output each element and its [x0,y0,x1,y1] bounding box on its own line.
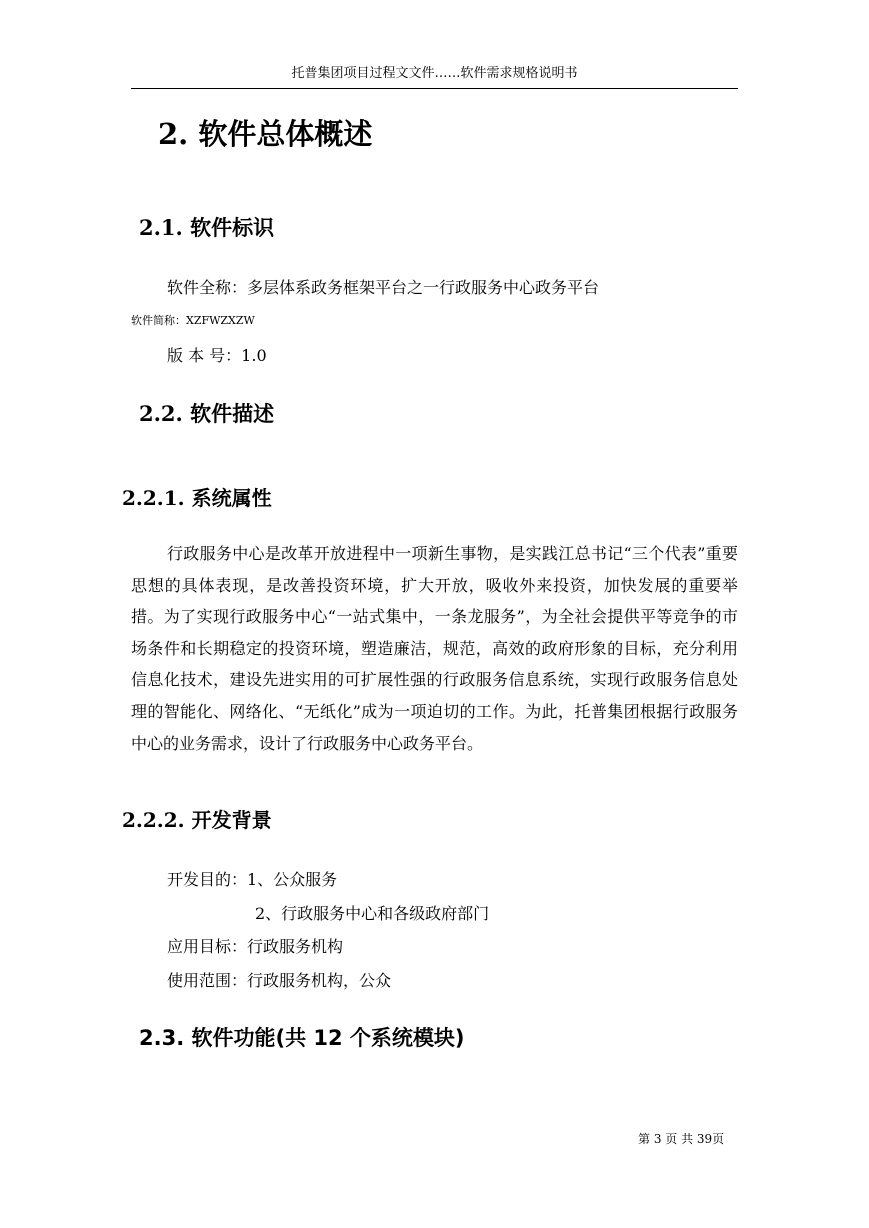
software-version: 版 本 号：1.0 [167,346,267,365]
dev-purpose-1: 开发目的：1、公众服务 [167,870,338,889]
system-attributes-paragraph: 行政服务中心是改革开放进程中一项新生事物，是实践江总书记“三个代表”重要思想的具体表现，是改善投资环境，扩大开放，吸收外来投资，加快发展的重要举措。为了实现行政服务中心“一站式集中，一条龙服务”，为全社会提供平等竞争的市场条件和长期稳定的投资环境，塑造廉洁，规范，高效的政府形象的目标，充分利用信息化技术，建设先进实用的可扩展性强的行政服务信息系统，实现行政服务信息处理的智能化、网络化、“无纸化”成为一项迫切的工作。为此，托普集团根据行政服务中心的业务需求，设计了行政服务中心政务平台。 [131,544,738,753]
header-divider [131,88,738,89]
section-2-3-heading: 2.3. 软件功能(共 12 个系统模块) [139,1026,465,1050]
software-short-name: 软件简称：XZFWZXZW [131,314,255,327]
section-2-2-heading: 2.2. 软件描述 [139,401,275,426]
chapter-heading: 2. 软件总体概述 [158,117,373,151]
application-target: 应用目标：行政服务机构 [167,937,344,956]
dev-purpose-2: 2、行政服务中心和各级政府部门 [255,904,490,923]
section-2-2-2-heading: 2.2.2. 开发背景 [122,808,272,832]
section-2-1-heading: 2.1. 软件标识 [139,215,275,240]
page-number: 第 3 页 共 39页 [638,1132,725,1146]
usage-scope: 使用范围：行政服务机构，公众 [167,971,392,990]
section-2-2-1-heading: 2.2.1. 系统属性 [122,486,272,510]
software-full-name: 软件全称：多层体系政务框架平台之一行政服务中心政务平台 [167,278,600,297]
page-header: 托普集团项目过程文文件……软件需求规格说明书 [291,66,578,81]
